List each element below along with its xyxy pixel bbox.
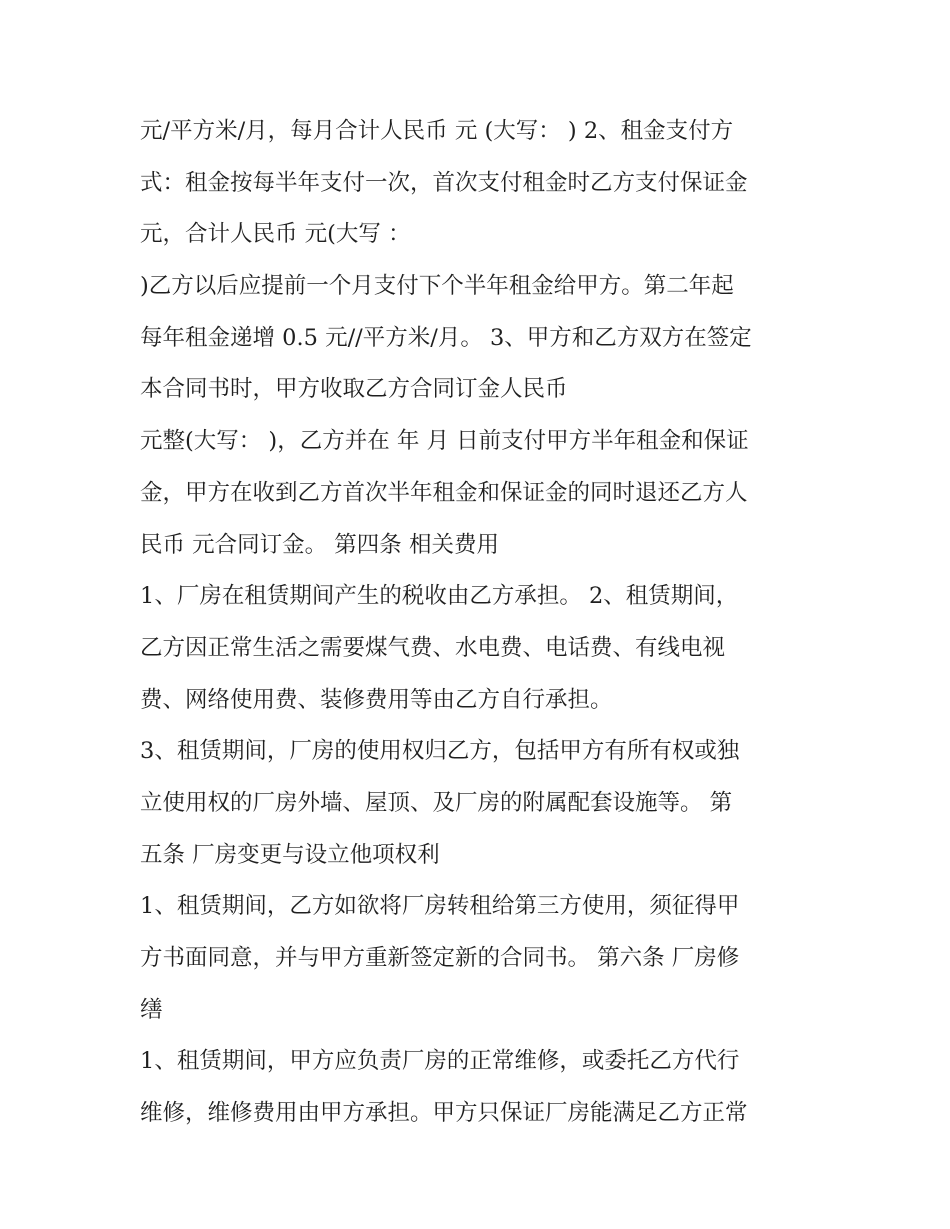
text-line: 费、网络使用费、装修费用等由乙方自行承担。 [140,686,613,713]
text-line: 五条 厂房变更与设立他项权利 [140,841,440,868]
text-line: 3、租赁期间，厂房的使用权归乙方，包括甲方有所有权或独 [140,738,740,765]
text-line: 立使用权的厂房外墙、屋顶、及厂房的附属配套设施等。 第 [140,789,733,816]
text-line: 本合同书时，甲方收取乙方合同订金人民币 [140,376,568,403]
text-line: 每年租金递增 0.5 元//平方米/月。 3、甲方和乙方双方在签定 [140,324,752,351]
text-line: 1、租赁期间，乙方如欲将厂房转租给第三方使用，须征得甲 [140,893,740,920]
text-line: 方书面同意，并与甲方重新签定新的合同书。 第六条 厂房修 [140,945,740,971]
text-line: 金，甲方在收到乙方首次半年租金和保证金的同时退还乙方人 [140,479,748,506]
text-line: 元，合计人民币 元(大写 ： [140,221,411,248]
text-line: 1、租赁期间，甲方应负责厂房的正常维修，或委托乙方代行 [140,1048,740,1075]
contract-text [140,106,830,1140]
text-line: 元整(大写： )，乙方并在 年 月 日前支付甲方半年租金和保证 [140,428,749,455]
text-line: 乙方因正常生活之需要煤气费、水电费、电话费、有线电视 [140,634,726,661]
text-line: 民币 元合同订金。 第四条 相关费用 [140,531,499,558]
text-line: 缮 [140,996,163,1023]
text-line: )乙方以后应提前一个月支付下个半年租金给甲方。第二年起 [140,273,734,300]
text-line: 式：租金按每半年支付一次，首次支付租金时乙方支付保证金 [140,169,748,196]
text-line: 1、厂房在租赁期间产生的税收由乙方承担。 2、租赁期间， [140,583,739,610]
text-line: 维修，维修费用由甲方承担。甲方只保证厂房能满足乙方正常 [140,1100,748,1127]
text-line: 元/平方米/月，每月合计人民币 元 (大写： ) 2、租金支付方 [140,118,734,144]
